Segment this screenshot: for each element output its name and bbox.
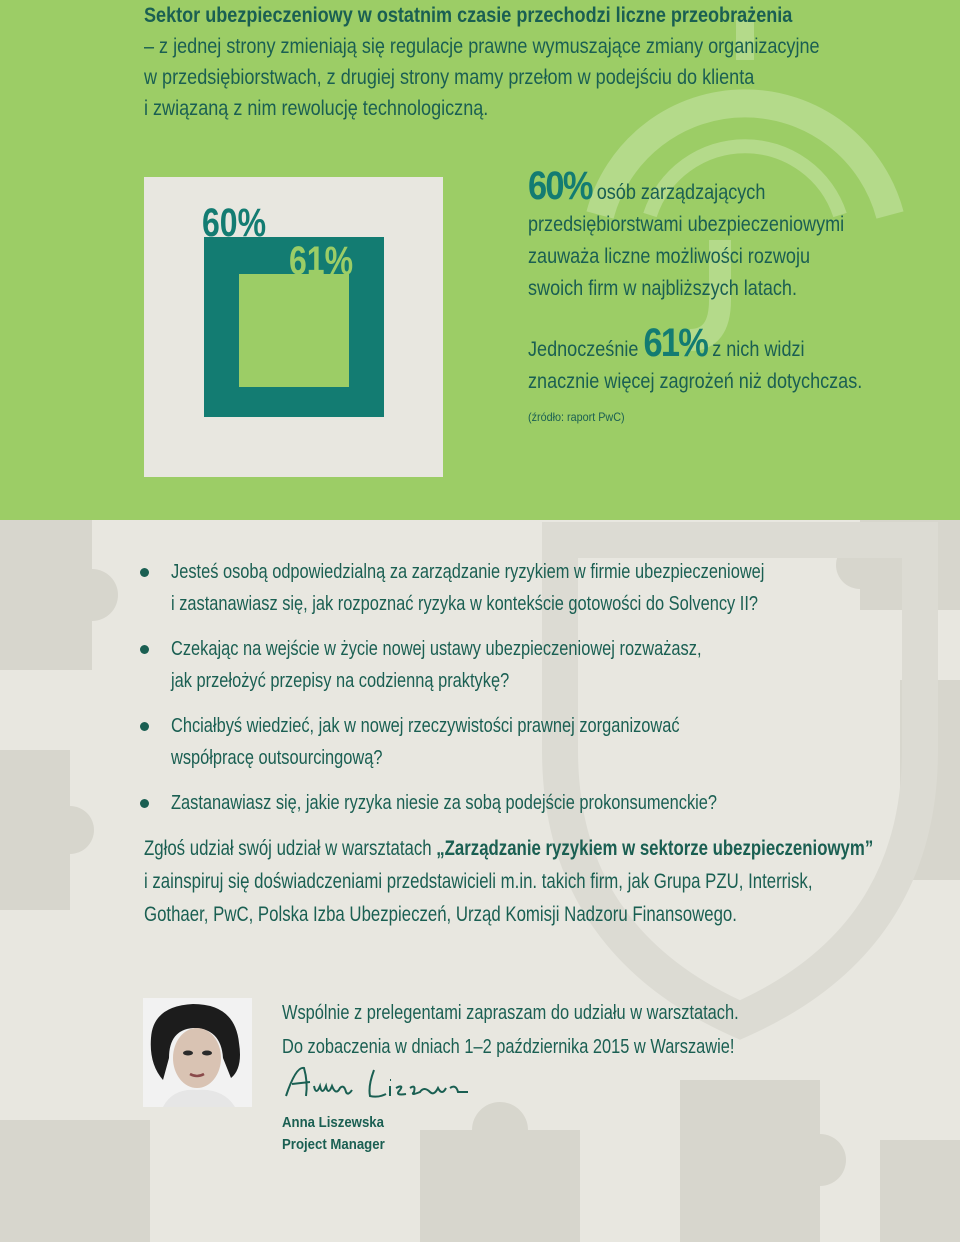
question-list <box>144 556 924 832</box>
stat-b-pct: 61% <box>643 321 708 365</box>
stat-a-line: swoich firm w najbliższych latach. <box>528 277 797 300</box>
intro-text <box>144 0 924 124</box>
list-item-text: współpracę outsourcingową? <box>171 747 383 769</box>
stat-60-label: 60% <box>202 201 267 245</box>
handwritten-signature <box>282 1062 472 1102</box>
signatory-name: Anna Liszewska <box>282 1114 384 1131</box>
invitation-line: i zainspiruj się doświadczeniami przedstawicieli m.in. takich firm, jak Grupa PZU, Interrisk, <box>144 870 813 893</box>
invitation-line: Gothaer, PwC, Polska Izba Ubezpieczeń, Urząd Komisji Nadzoru Finansowego. <box>144 903 737 926</box>
signoff-line: Do zobaczenia w dniach 1–2 października 2015 w Warszawie! <box>282 1036 735 1058</box>
signatory <box>282 1112 399 1156</box>
source-note: (źródło: raport PwC) <box>528 410 625 424</box>
stat-b-post: z nich widzi <box>712 338 805 361</box>
workshop-invitation <box>144 832 934 931</box>
stat-b-line: znacznie więcej zagrożeń niż dotychczas. <box>528 370 863 393</box>
invitation-pre: Zgłoś udział swój udział w warsztatach <box>144 837 432 860</box>
list-item-text: jak przełożyć przepisy na codzienną praktykę? <box>171 670 510 692</box>
stat-b-line <box>528 321 889 366</box>
bullet-dot <box>140 645 149 654</box>
portrait-photo <box>143 998 252 1107</box>
list-item-text: Czekając na wejście w życie nowej ustawy ubezpieczeniowej rozważasz, <box>171 638 702 660</box>
list-item <box>144 787 924 819</box>
stat-a-text: osób zarządzających <box>596 181 766 204</box>
signoff-line: Wspólnie z prelegentami zapraszam do udziału w warsztatach. <box>282 1002 739 1024</box>
signatory-role: Project Manager <box>282 1136 385 1153</box>
bullet-dot <box>140 722 149 731</box>
list-item-text: i zastanawiasz się, jak rozpoznać ryzyka w kontekście gotowości do Solvency II? <box>171 593 759 615</box>
stat-square-inner <box>239 274 349 387</box>
signoff-message <box>282 996 922 1064</box>
list-item <box>144 710 924 774</box>
list-item-text: Chciałbyś wiedzieć, jak w nowej rzeczywistości prawnej zorganizować <box>171 715 680 737</box>
list-item <box>144 633 924 697</box>
bullet-dot <box>140 799 149 808</box>
list-item-text: Jesteś osobą odpowiedzialną za zarządzanie ryzykiem w firmie ubezpieczeniowej <box>171 561 765 583</box>
list-item-text: Zastanawiasz się, jakie ryzyka niesie za sobą podejście prokonsumenckie? <box>171 792 718 814</box>
stat-a-line: przedsiębiorstwami ubezpieczeniowymi <box>528 213 845 236</box>
intro-line: w przedsiębiorstwach, z drugiej strony mamy przełom w podejściu do klienta <box>144 66 755 89</box>
bullet-dot <box>140 568 149 577</box>
invitation-line <box>144 832 874 865</box>
intro-line: i związaną z nim rewolucję technologiczną. <box>144 97 489 120</box>
stat-a-pct: 60% <box>528 164 592 208</box>
intro-line: Sektor ubezpieczeniowy w ostatnim czasie przechodzi liczne przeobrażenia <box>144 4 793 27</box>
stat-description <box>528 164 948 424</box>
stat-a-line: zauważa liczne możliwości rozwoju <box>528 245 811 268</box>
intro-band <box>0 0 960 520</box>
stat-61-label: 61% <box>289 239 354 283</box>
intro-line: – z jednej strony zmieniają się regulacje prawne wymuszające zmiany organizacyjne <box>144 35 820 58</box>
stat-a-line <box>528 164 889 209</box>
list-item <box>144 556 924 620</box>
stat-graphic <box>144 177 443 477</box>
workshop-title: „Zarządzanie ryzykiem w sektorze ubezpieczeniowym” <box>436 837 874 860</box>
stat-b-pre: Jednocześnie <box>528 338 639 361</box>
